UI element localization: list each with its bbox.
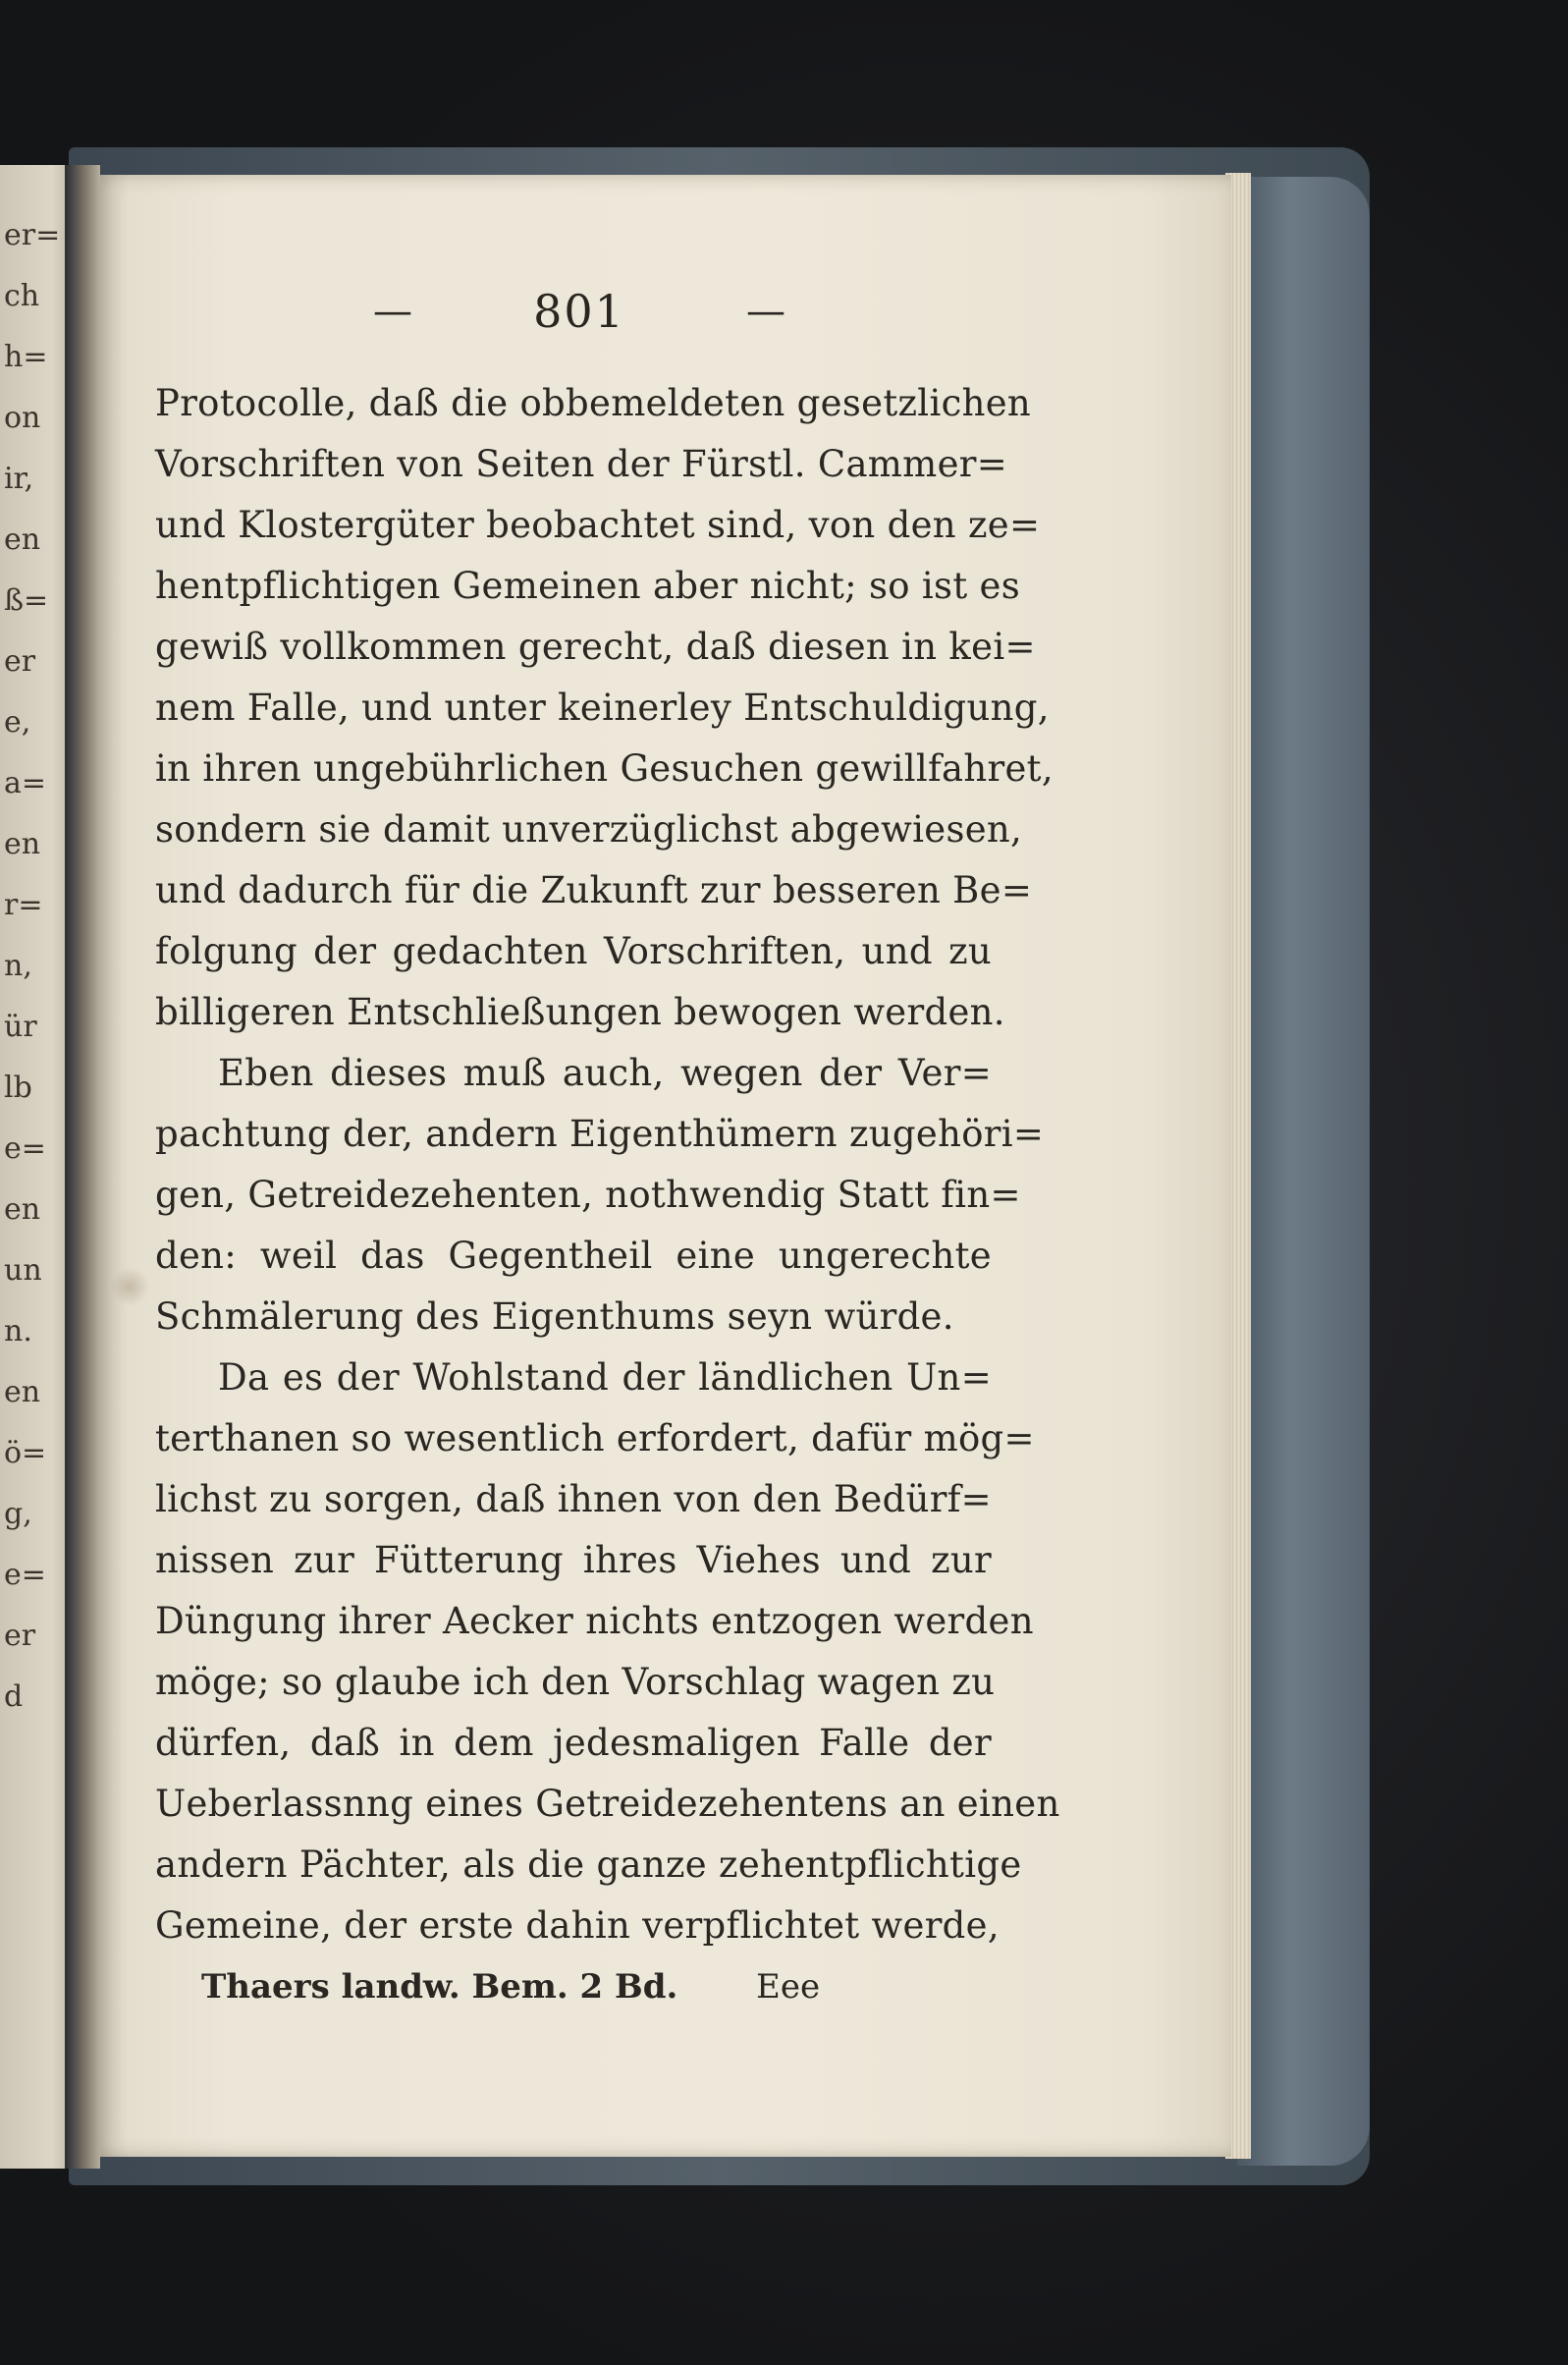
text-line: hentpflichtigen Gemeinen aber nicht; so ist es xyxy=(155,565,1021,607)
previous-page-fragment: ß= xyxy=(4,583,49,618)
previous-page-fragment: ir, xyxy=(4,462,34,496)
header-dash-left: — xyxy=(373,289,412,334)
running-head xyxy=(373,285,785,338)
text-line: Ueberlassnng eines Getreidezehentens an einen xyxy=(155,1783,1060,1825)
text-line: möge; so glaube ich den Vorschlag wagen zu xyxy=(155,1661,996,1703)
page-stain xyxy=(110,1267,149,1306)
text-line: Da es der Wohlstand der ländlichen Un= xyxy=(218,1356,992,1399)
previous-page-fragment: lb xyxy=(4,1071,32,1105)
text-line: Düngung ihrer Aecker nichts entzogen werden xyxy=(155,1600,1034,1642)
previous-page-fragment: en xyxy=(4,522,41,557)
text-line: dürfen, daß in dem jedesmaligen Falle der xyxy=(155,1722,992,1764)
text-line: Protocolle, daß die obbemeldeten gesetzlichen xyxy=(155,382,1032,424)
text-line: Vorschriften von Seiten der Fürstl. Cammer= xyxy=(155,443,1008,485)
text-line: nissen zur Fütterung ihres Viehes und zur xyxy=(155,1539,992,1581)
header-dash-right: — xyxy=(746,289,785,334)
previous-page-fragment: n, xyxy=(4,949,32,983)
book-cover-edge xyxy=(1237,177,1370,2166)
text-line: pachtung der, andern Eigenthümern zugehöri= xyxy=(155,1113,1045,1155)
previous-page-fragment: en xyxy=(4,1375,41,1409)
previous-page-fragment: ür xyxy=(4,1010,37,1044)
paragraph xyxy=(155,373,1054,1043)
text-line: terthanen so wesentlich erfordert, dafür mög= xyxy=(155,1417,1035,1459)
previous-page-fragment: r= xyxy=(4,888,43,922)
footer-signature-line xyxy=(201,1962,849,2011)
signature-text: Thaers landw. Bem. 2 Bd. xyxy=(201,1967,678,2007)
previous-page-fragment: a= xyxy=(4,766,47,800)
previous-page-fragment: on xyxy=(4,401,41,435)
text-line: gewiß vollkommen gerecht, daß diesen in kei= xyxy=(155,626,1036,668)
text-line: nem Falle, und unter keinerley Entschuldigung, xyxy=(155,687,1050,729)
text-line: Eben dieses muß auch, wegen der Ver= xyxy=(218,1052,992,1094)
text-line: andern Pächter, als die ganze zehentpflichtige xyxy=(155,1843,1022,1886)
previous-page-fragment: g, xyxy=(4,1497,32,1531)
previous-page-fragment: e= xyxy=(4,1131,46,1166)
book-gutter xyxy=(65,165,100,2169)
previous-page-fragment: ö= xyxy=(4,1436,47,1470)
previous-page-fragment: er= xyxy=(4,218,61,252)
text-line: lichst zu sorgen, daß ihnen von den Bedürf= xyxy=(155,1478,992,1520)
body-text xyxy=(155,373,1060,1956)
text-line: in ihren ungebührlichen Gesuchen gewillfahret, xyxy=(155,747,1054,790)
text-line: sondern sie damit unverzüglichst abgewiesen, xyxy=(155,808,1023,851)
previous-page-fragment: e= xyxy=(4,1558,46,1592)
text-line: gen, Getreidezehenten, nothwendig Statt fin= xyxy=(155,1174,1021,1216)
previous-page-fragment: er xyxy=(4,644,36,679)
previous-page-fragment: un xyxy=(4,1253,42,1288)
paragraph xyxy=(155,1348,1060,1956)
previous-page-fragment: en xyxy=(4,1192,41,1227)
previous-page-fragment: ch xyxy=(4,279,40,313)
page-number: 801 xyxy=(533,285,625,338)
paragraph xyxy=(155,1043,1045,1348)
previous-page-fragment: d xyxy=(4,1679,24,1714)
signature-mark: Eee xyxy=(756,1967,821,2007)
previous-page-fragment: en xyxy=(4,827,41,861)
text-line: Gemeine, der erste dahin verpflichtet werde, xyxy=(155,1904,1000,1947)
previous-page-fragment: e, xyxy=(4,705,31,740)
text-line: folgung der gedachten Vorschriften, und zu xyxy=(155,930,992,972)
previous-page-edge xyxy=(0,165,75,2169)
previous-page-fragment: n. xyxy=(4,1314,32,1348)
text-line: Schmälerung des Eigenthums seyn würde. xyxy=(155,1295,954,1338)
text-line: den: weil das Gegentheil eine ungerechte xyxy=(155,1235,992,1277)
text-line: und dadurch für die Zukunft zur besseren Be= xyxy=(155,869,1033,911)
text-line: und Klostergüter beobachtet sind, von den ze= xyxy=(155,504,1041,546)
previous-page-fragment: h= xyxy=(4,340,48,374)
text-line: billigeren Entschließungen bewogen werden. xyxy=(155,991,1005,1033)
previous-page-fragment: er xyxy=(4,1619,36,1653)
